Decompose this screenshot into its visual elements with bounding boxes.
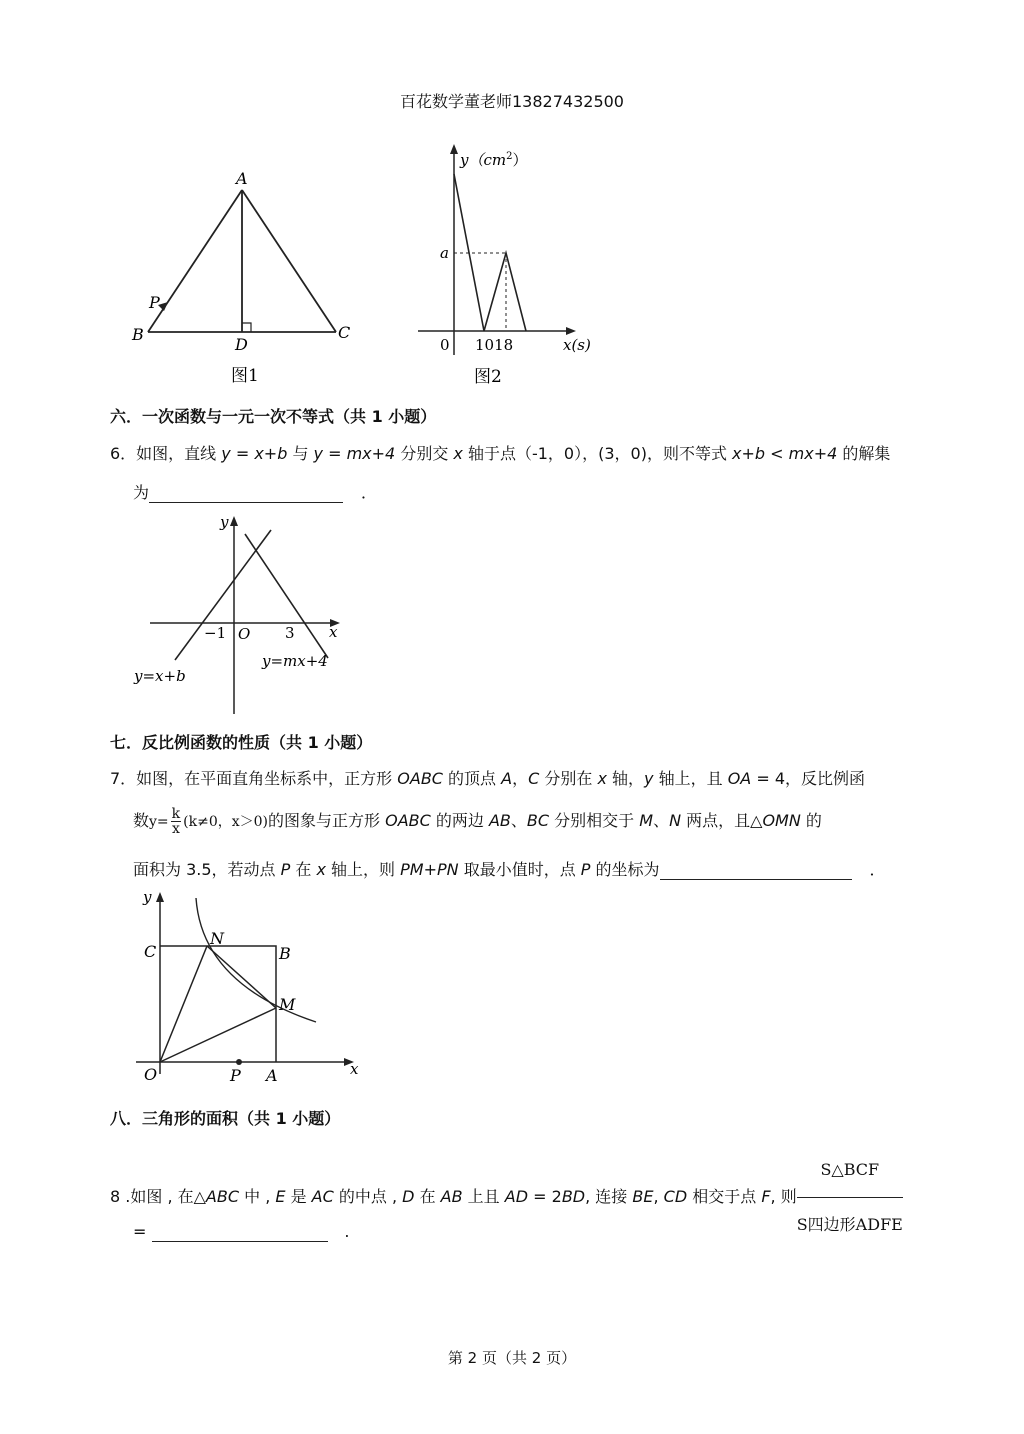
a-label: a [440, 244, 449, 262]
label-p: P [149, 293, 160, 312]
tick-3: 3 [285, 624, 295, 642]
area-ratio-fraction: $\frac{\text{S△BCF}}{\text{S四边形ADFE}}$ [797, 1146, 903, 1249]
segment-nm [207, 946, 276, 1008]
page-footer: 第 2 页（共 2 页） [447, 1349, 577, 1367]
y-axis-label: $y(cm^2)$ [460, 151, 528, 169]
label-o: O [144, 1065, 158, 1084]
label-d: D [235, 335, 248, 354]
x-label: x [329, 623, 338, 641]
tick-1018: 1018 [475, 336, 514, 354]
page-header: 百花数学董老师13827432500 [400, 92, 624, 111]
y-arrow-icon [450, 144, 458, 154]
question-7-line2: 数y= $\frac{k}{x}$ (k≠0，x＞0)的图象与正方形 OABC 的两边 AB、BC 分别相交于 M、N 两点，且△OMN 的 [133, 806, 822, 837]
label-line2: y=mx+4 [262, 652, 328, 670]
point-p [236, 1059, 242, 1065]
caption-fig2: 图2 [474, 367, 502, 387]
label-line1: y=x+b [134, 667, 186, 685]
question-8-line2: = . [133, 1222, 350, 1241]
right-angle-mark [242, 323, 251, 332]
label-p: P [230, 1066, 241, 1085]
y-label: y [220, 513, 229, 531]
origin-label: 0 [440, 336, 450, 354]
y-arrow-icon [230, 516, 238, 526]
figure-6-lines [128, 508, 358, 720]
label-c: C [338, 323, 351, 342]
question-6-line2: 为 ． [133, 483, 378, 502]
origin-label: O [238, 625, 251, 643]
label-n: N [210, 929, 224, 948]
tick-neg1: −1 [204, 624, 227, 642]
figure-2-graph [410, 140, 610, 390]
question-8-line1: 8 .如图 , 在△ABC 中 , E 是 AC 的中点 , D 在 AB 上且 AD = 2BD, 连接 BE, CD 相交于点 F, 则 $\frac{\text{S△BCF}}{\text{S四边形ADFE}}$ [110, 1146, 903, 1249]
answer-blank-7[interactable] [660, 863, 852, 880]
question-7-line1: 7．如图，在平面直角坐标系中，正方形 OABC 的顶点 A，C 分别在 x 轴，y 轴上，且 OA = 4，反比例函 [110, 769, 866, 788]
figure-7-square [128, 884, 368, 1090]
section-8-title: 八．三角形的面积（共 1 小题） [110, 1109, 341, 1128]
label-a: A [236, 169, 248, 188]
segment-om [160, 1008, 276, 1062]
answer-blank-6[interactable] [149, 486, 343, 503]
hyperbola-curve [196, 898, 316, 1022]
label-m: M [279, 995, 296, 1014]
y-label: y [143, 888, 152, 906]
x-label: x [350, 1060, 359, 1078]
label-a: A [266, 1066, 278, 1085]
x-axis-label: x(s) [563, 336, 591, 354]
segment-on [160, 946, 207, 1062]
label-b: B [279, 944, 291, 963]
answer-blank-8[interactable] [152, 1225, 328, 1242]
caption-fig1: 图1 [231, 366, 259, 386]
fraction-k-over-x: $\frac{k}{x}$ [171, 806, 181, 837]
x-arrow-icon [566, 327, 576, 335]
segment-ab [148, 190, 242, 332]
y-arrow-icon [156, 892, 164, 902]
label-b: B [132, 325, 144, 344]
figure-1-triangle [128, 168, 368, 388]
section-7-title: 七．反比例函数的性质（共 1 小题） [110, 733, 373, 752]
segment-ac [242, 190, 336, 332]
square-sides [160, 946, 276, 1062]
question-7-line3: 面积为 3.5，若动点 P 在 x 轴上，则 PM+PN 取最小值时，点 P 的坐标为 ． [133, 860, 886, 879]
label-c: C [144, 942, 157, 961]
question-6-line1: 6．如图，直线 y = x+b 与 y = mx+4 分别交 x 轴于点（-1，0），(3，0)，则不等式 x+b < mx+4 的解集 [110, 444, 891, 463]
section-6-title: 六．一次函数与一元一次不等式（共 1 小题） [110, 407, 437, 426]
